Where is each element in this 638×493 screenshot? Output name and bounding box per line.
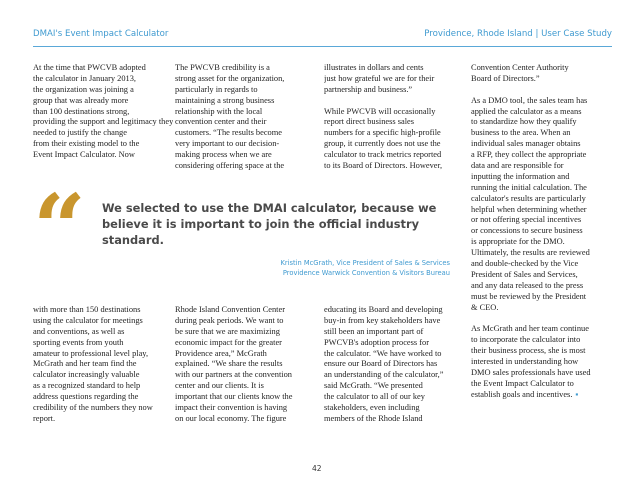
text-line: As McGrath and her team continue bbox=[471, 324, 589, 334]
text-line: the organization was joining a bbox=[33, 84, 134, 94]
text-line: calculator increasingly valuable bbox=[33, 370, 140, 380]
text-line: Providence area,” McGrath bbox=[175, 348, 267, 358]
text-line: maintaining a strong business bbox=[175, 95, 275, 105]
column-1-bottom bbox=[33, 305, 173, 425]
text-line: The PWCVB credibility is a bbox=[175, 63, 270, 72]
text-line: economic impact for the greater bbox=[175, 337, 282, 347]
column-4 bbox=[471, 63, 611, 401]
text-line: Convention Center Authority bbox=[471, 63, 569, 72]
text-line: providing the support and legitimacy they bbox=[33, 117, 173, 127]
quote-mark-icon: “ bbox=[33, 174, 86, 282]
text-line: to incorporate the calculator into bbox=[471, 335, 581, 345]
text-line: center and our clients. It is bbox=[175, 381, 264, 391]
text-line: At the time that PWCVB adopted bbox=[33, 63, 146, 72]
header-left-title: DMAI's Event Impact Calculator bbox=[33, 29, 169, 39]
text-line: report direct business sales bbox=[324, 117, 415, 127]
text-line: address questions regarding the bbox=[33, 392, 139, 402]
header-right-title: Providence, Rhode Island | User Case Study bbox=[424, 29, 612, 39]
text-line: Event Impact Calculator. Now bbox=[33, 150, 135, 160]
pull-quote bbox=[102, 200, 447, 249]
text-line: Ultimately, the results are reviewed bbox=[471, 248, 590, 258]
text-line: amateur to professional level play, bbox=[33, 348, 149, 358]
text-line: than 100 destinations strong, bbox=[33, 106, 130, 116]
column-3-bottom bbox=[324, 305, 464, 425]
text-line: credibility of the numbers they now bbox=[33, 403, 153, 413]
text-line: inputting the information and bbox=[471, 171, 570, 181]
text-line: group that was already more bbox=[33, 95, 129, 105]
text-line: sporting events from youth bbox=[33, 337, 124, 347]
text-line: during peak periods. We want to bbox=[175, 315, 284, 325]
text-line: ensure our Board of Directors has bbox=[324, 359, 438, 369]
text-line: as a recognized standard to help bbox=[33, 381, 141, 391]
quote-attribution bbox=[281, 258, 450, 278]
text-line: customers. “The results become bbox=[175, 128, 282, 138]
text-line: relationship with the local bbox=[175, 106, 263, 116]
text-line: While PWCVB will occasionally bbox=[324, 106, 436, 116]
text-line: the calculator to all of our key bbox=[324, 392, 425, 402]
text-line: and conventions, as well as bbox=[33, 326, 125, 336]
text-line: or concessions to secure business bbox=[471, 226, 583, 236]
text-line: needed to justify the change bbox=[33, 128, 127, 138]
text-line: on our local economy. The figure bbox=[175, 413, 287, 423]
column-3-top bbox=[324, 63, 464, 172]
text-line: with our partners at the convention bbox=[175, 370, 292, 380]
text-line: data and are responsible for bbox=[471, 161, 564, 171]
header-rule bbox=[33, 46, 612, 47]
text-line: and any data released to the press bbox=[471, 280, 584, 290]
text-line: running the initial calculation. The bbox=[471, 182, 587, 192]
text-line: & CEO. bbox=[471, 302, 499, 312]
text-line: President of Sales and Services, bbox=[471, 269, 578, 279]
text-line: partnership and business.” bbox=[324, 84, 413, 94]
text-line: making process when we are bbox=[175, 150, 272, 160]
text-line: be sure that we are maximizing bbox=[175, 326, 280, 336]
text-line: with more than 150 destinations bbox=[33, 305, 141, 314]
text-line: particularly in regards to bbox=[175, 84, 258, 94]
text-line: to standardize how they qualify bbox=[471, 117, 577, 127]
text-line: said McGrath. “We presented bbox=[324, 381, 423, 391]
text-line: strong asset for the organization, bbox=[175, 73, 285, 83]
text-line: from their existing model to the bbox=[33, 139, 140, 149]
text-line: just how grateful we are for their bbox=[324, 73, 435, 83]
column-1-top bbox=[33, 63, 173, 161]
text-line: the Event Impact Calculator to bbox=[471, 378, 574, 388]
text-line: convention center and their bbox=[175, 117, 267, 127]
text-line: is appropriate for the DMO. bbox=[471, 237, 565, 247]
text-line: individual sales manager obtains bbox=[471, 139, 581, 149]
text-line: applied the calculator as a means bbox=[471, 106, 582, 116]
text-line: calculator to track metrics reported bbox=[324, 150, 442, 160]
pull-quote-line: standard. bbox=[102, 233, 164, 248]
text-line: As a DMO tool, the sales team has bbox=[471, 95, 588, 105]
text-line: still been an important part of bbox=[324, 326, 424, 336]
text-line: must be reviewed by the President bbox=[471, 291, 587, 301]
text-line: their business process, she is most bbox=[471, 346, 586, 356]
text-line: business to the area. When an bbox=[471, 128, 571, 138]
text-line: establish goals and incentives. bbox=[471, 389, 573, 399]
text-line: illustrates in dollars and cents bbox=[324, 63, 424, 72]
text-line: stakeholders, even including bbox=[324, 403, 420, 413]
text-line: helpful when determining whether bbox=[471, 204, 587, 214]
text-line: numbers for a specific high-profile bbox=[324, 128, 441, 138]
text-line: explained. “We share the results bbox=[175, 359, 283, 369]
text-line: the calculator in January 2013, bbox=[33, 73, 137, 83]
text-line bbox=[324, 96, 464, 107]
column-2-bottom bbox=[175, 305, 315, 425]
text-line: PWCVB's adoption process for bbox=[324, 337, 430, 347]
page-number: 42 bbox=[312, 464, 322, 473]
text-line: a RFP, they collect the appropriate bbox=[471, 150, 587, 160]
text-line bbox=[471, 313, 611, 324]
text-line: the calculator. “We have worked to bbox=[324, 348, 442, 358]
text-line: Rhode Island Convention Center bbox=[175, 305, 286, 314]
text-line: McGrath and her team find the bbox=[33, 359, 137, 369]
text-line: buy-in from key stakeholders have bbox=[324, 315, 441, 325]
text-line bbox=[471, 85, 611, 96]
pull-quote-line: We selected to use the DMAI calculator, because we bbox=[102, 201, 437, 215]
text-line: DMO sales professionals have used bbox=[471, 367, 591, 377]
pull-quote-line: believe it is important to join the official industry bbox=[102, 217, 419, 232]
attribution-name: Kristin McGrath, Vice President of Sales & Services bbox=[280, 259, 450, 267]
text-line: and double-checked by the Vice bbox=[471, 259, 579, 269]
text-line: members of the Rhode Island bbox=[324, 413, 423, 423]
text-line: an understanding of the calculator,” bbox=[324, 370, 444, 380]
text-line: educating its Board and developing bbox=[324, 305, 443, 314]
text-line: calculator's results are particularly bbox=[471, 193, 586, 203]
text-line: Board of Directors.” bbox=[471, 73, 540, 83]
text-line: report. bbox=[33, 413, 56, 423]
text-line: interested in understanding how bbox=[471, 357, 579, 367]
text-line: impact their convention is having bbox=[175, 403, 288, 413]
end-mark-icon: ▪ bbox=[575, 389, 579, 399]
text-line: group, it currently does not use the bbox=[324, 139, 441, 149]
text-line: considering offering space at the bbox=[175, 161, 285, 171]
text-line: important that our clients know the bbox=[175, 392, 293, 402]
text-line: to its Board of Directors. However, bbox=[324, 161, 443, 171]
attribution-org: Providence Warwick Convention & Visitors Bureau bbox=[282, 269, 450, 277]
column-2-top bbox=[175, 63, 315, 172]
text-line: using the calculator for meetings bbox=[33, 315, 143, 325]
text-line: very important to our decision- bbox=[175, 139, 280, 149]
text-line: or not offering special incentives bbox=[471, 215, 582, 225]
